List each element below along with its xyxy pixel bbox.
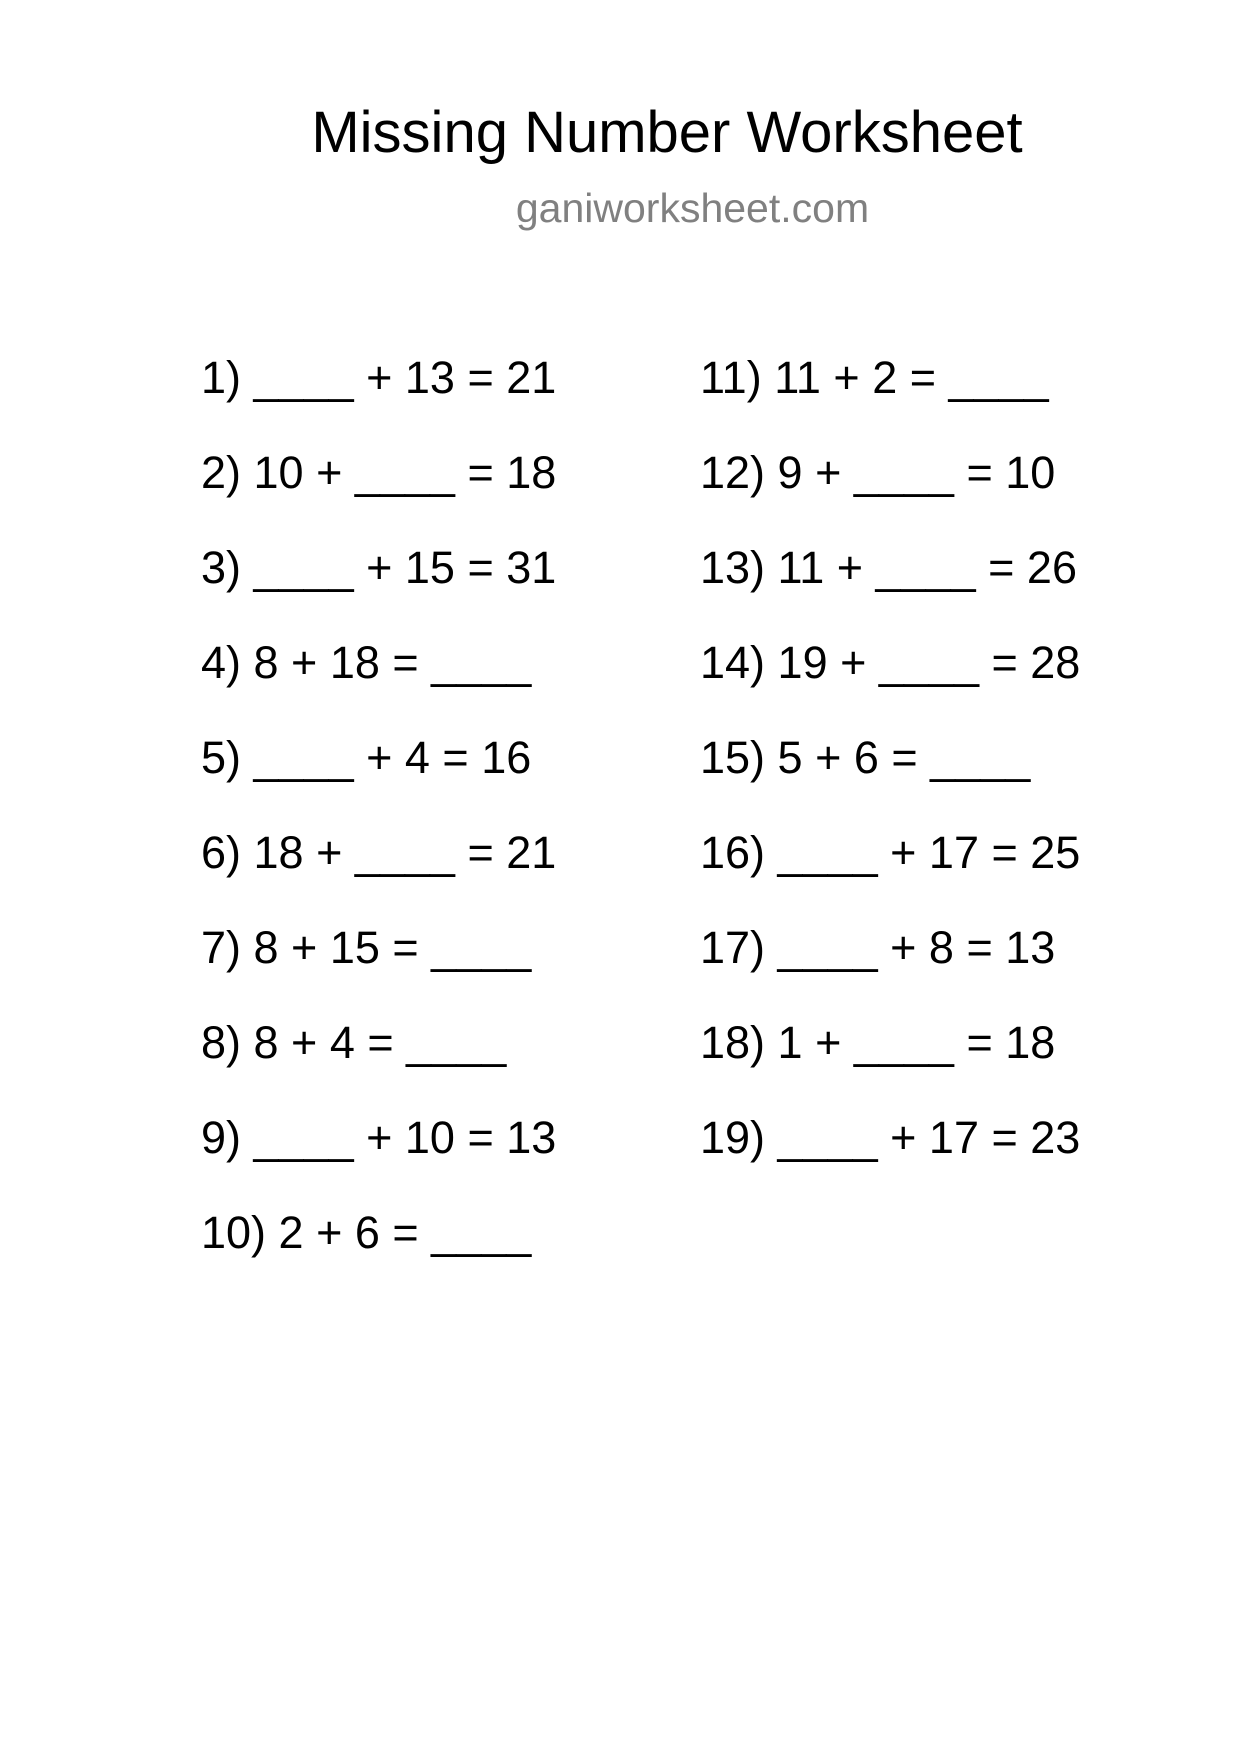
- problems-column-left: [201, 348, 556, 1298]
- problem-12: 12) 9 + ____ = 10: [700, 447, 1056, 498]
- problem-3: 3) ____ + 15 = 31: [201, 542, 557, 593]
- problem-14: 14) 19 + ____ = 28: [700, 637, 1081, 688]
- problem-16: 16) ____ + 17 = 25: [700, 827, 1081, 878]
- problem-1: 1) ____ + 13 = 21: [201, 352, 557, 403]
- problem-17: 17) ____ + 8 = 13: [700, 922, 1056, 973]
- problem-11: 11) 11 + 2 = ____: [700, 352, 1049, 403]
- problem-7: 7) 8 + 15 = ____: [201, 922, 532, 973]
- worksheet-title: Missing Number Worksheet: [311, 100, 1023, 165]
- website-label: ganiworksheet.com: [515, 185, 870, 231]
- problem-10: 10) 2 + 6 = ____: [201, 1207, 532, 1258]
- problems-column-right: [700, 348, 1080, 1203]
- problem-5: 5) ____ + 4 = 16: [201, 732, 532, 783]
- problem-13: 13) 11 + ____ = 26: [700, 542, 1077, 593]
- problem-15: 15) 5 + 6 = ____: [700, 732, 1031, 783]
- problem-2: 2) 10 + ____ = 18: [201, 447, 557, 498]
- problem-18: 18) 1 + ____ = 18: [700, 1017, 1056, 1068]
- problem-4: 4) 8 + 18 = ____: [201, 637, 532, 688]
- problem-9: 9) ____ + 10 = 13: [201, 1112, 557, 1163]
- problem-19: 19) ____ + 17 = 23: [700, 1112, 1081, 1163]
- problem-6: 6) 18 + ____ = 21: [201, 827, 557, 878]
- problem-8: 8) 8 + 4 = ____: [201, 1017, 507, 1068]
